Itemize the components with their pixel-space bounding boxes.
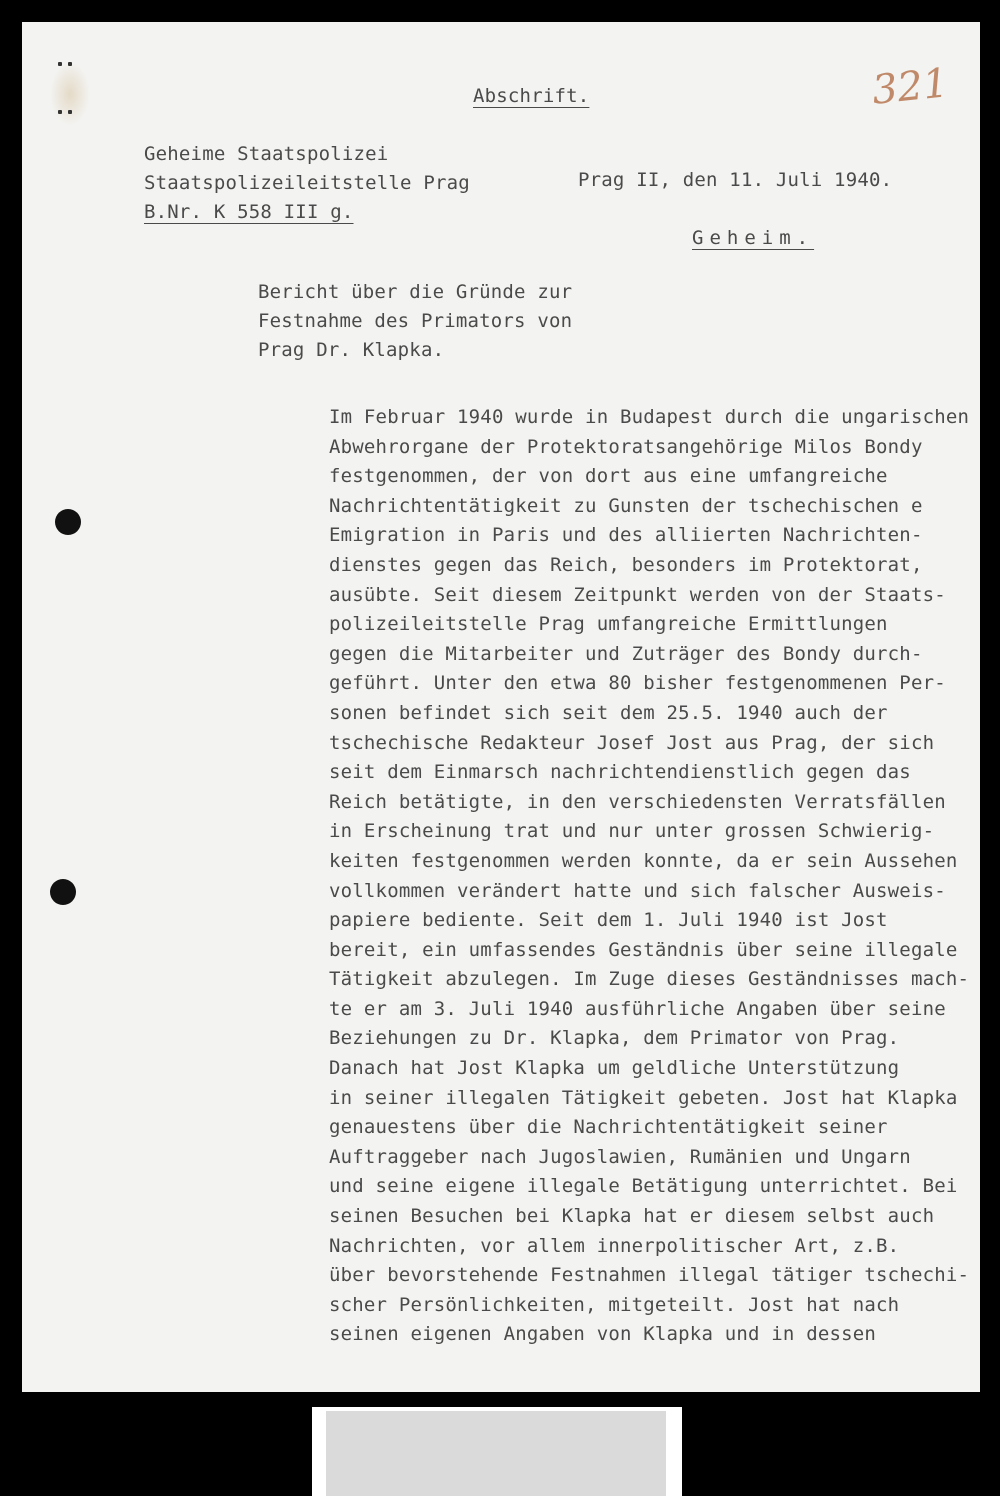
staple-mark bbox=[58, 62, 62, 66]
classification-label: Geheim. bbox=[692, 227, 815, 249]
archive-label-strip bbox=[312, 1407, 682, 1496]
body-line: Danach hat Jost Klapka um geldliche Unterstützung bbox=[329, 1057, 900, 1080]
body-line: geführt. Unter den etwa 80 bisher festgenommenen Per- bbox=[329, 672, 946, 695]
body-line: scher Persönlichkeiten, mitgeteilt. Jost hat nach bbox=[329, 1293, 900, 1316]
body-line: gegen die Mitarbeiter und Zuträger des Bondy durch- bbox=[329, 642, 923, 665]
subject-line: Prag Dr. Klapka. bbox=[258, 339, 445, 361]
body-line: bereit, ein umfassendes Geständnis über seine illegale bbox=[329, 938, 958, 961]
document-page bbox=[22, 22, 980, 1392]
body-line: keiten festgenommen werden konnte, da er sein Aussehen bbox=[329, 849, 958, 872]
punch-hole bbox=[50, 879, 76, 905]
body-line: papiere bediente. Seit dem 1. Juli 1940 ist Jost bbox=[329, 909, 888, 932]
body-line: Reich betätigte, in den verschiedensten Verratsfällen bbox=[329, 790, 946, 813]
body-line: in Erscheinung trat und nur unter grossen Schwierig- bbox=[329, 820, 935, 843]
body-line: polizeileitstelle Prag umfangreiche Ermittlungen bbox=[329, 613, 888, 636]
sender-office: Staatspolizeileitstelle Prag bbox=[144, 172, 470, 194]
rust-stain bbox=[50, 62, 90, 126]
body-line: tschechische Redakteur Josef Jost aus Prag, der sich bbox=[329, 731, 935, 754]
body-line: und seine eigene illegale Betätigung unterrichtet. Bei bbox=[329, 1175, 958, 1198]
body-line: Abwehrorgane der Protektoratsangehörige Milos Bondy bbox=[329, 435, 923, 458]
body-text bbox=[329, 403, 969, 1350]
staple-mark bbox=[58, 110, 62, 114]
subject-block bbox=[258, 278, 572, 365]
staple-mark bbox=[68, 110, 72, 114]
body-line: über bevorstehende Festnahmen illegal tätiger tschechi- bbox=[329, 1264, 970, 1287]
body-line: seit dem Einmarsch nachrichtendienstlich gegen das bbox=[329, 761, 911, 784]
subject-line: Bericht über die Gründe zur bbox=[258, 281, 573, 303]
body-line: dienstes gegen das Reich, besonders im Protektorat, bbox=[329, 553, 923, 576]
document-heading: Abschrift. bbox=[473, 85, 590, 107]
dateline: Prag II, den 11. Juli 1940. bbox=[578, 169, 893, 191]
sender-block bbox=[144, 140, 470, 227]
body-line: Nachrichtentätigkeit zu Gunsten der tschechischen e bbox=[329, 494, 923, 517]
reference-number: B.Nr. K 558 III g. bbox=[144, 201, 354, 223]
body-line: te er am 3. Juli 1940 ausführliche Angaben über seine bbox=[329, 997, 946, 1020]
body-line: genauestens über die Nachrichtentätigkeit seiner bbox=[329, 1116, 888, 1139]
body-line: seinen eigenen Angaben von Klapka und in dessen bbox=[329, 1323, 877, 1346]
body-line: festgenommen, der von dort aus eine umfangreiche bbox=[329, 465, 888, 488]
body-line: ausübte. Seit diesem Zeitpunkt werden von der Staats- bbox=[329, 583, 946, 606]
subject-line: Festnahme des Primators von bbox=[258, 310, 573, 332]
body-line: vollkommen verändert hatte und sich falscher Ausweis- bbox=[329, 879, 946, 902]
body-line: Beziehungen zu Dr. Klapka, dem Primator von Prag. bbox=[329, 1027, 900, 1050]
body-line: in seiner illegalen Tätigkeit gebeten. Jost hat Klapka bbox=[329, 1086, 958, 1109]
body-line: Emigration in Paris und des alliierten Nachrichten- bbox=[329, 524, 923, 547]
sender-agency: Geheime Staatspolizei bbox=[144, 143, 389, 165]
archive-label-area bbox=[326, 1411, 666, 1496]
body-line: Tätigkeit abzulegen. Im Zuge dieses Geständnisses mach- bbox=[329, 968, 970, 991]
staple-mark bbox=[68, 62, 72, 66]
body-line: sonen befindet sich seit dem 25.5. 1940 auch der bbox=[329, 701, 888, 724]
body-line: Im Februar 1940 wurde in Budapest durch die ungarischen bbox=[329, 406, 970, 428]
punch-hole bbox=[55, 509, 81, 535]
body-line: Auftraggeber nach Jugoslawien, Rumänien und Ungarn bbox=[329, 1145, 911, 1168]
body-line: Nachrichten, vor allem innerpolitischer Art, z.B. bbox=[329, 1234, 900, 1257]
body-line: seinen Besuchen bei Klapka hat er diesem selbst auch bbox=[329, 1205, 935, 1228]
folio-number: 321 bbox=[869, 60, 951, 114]
